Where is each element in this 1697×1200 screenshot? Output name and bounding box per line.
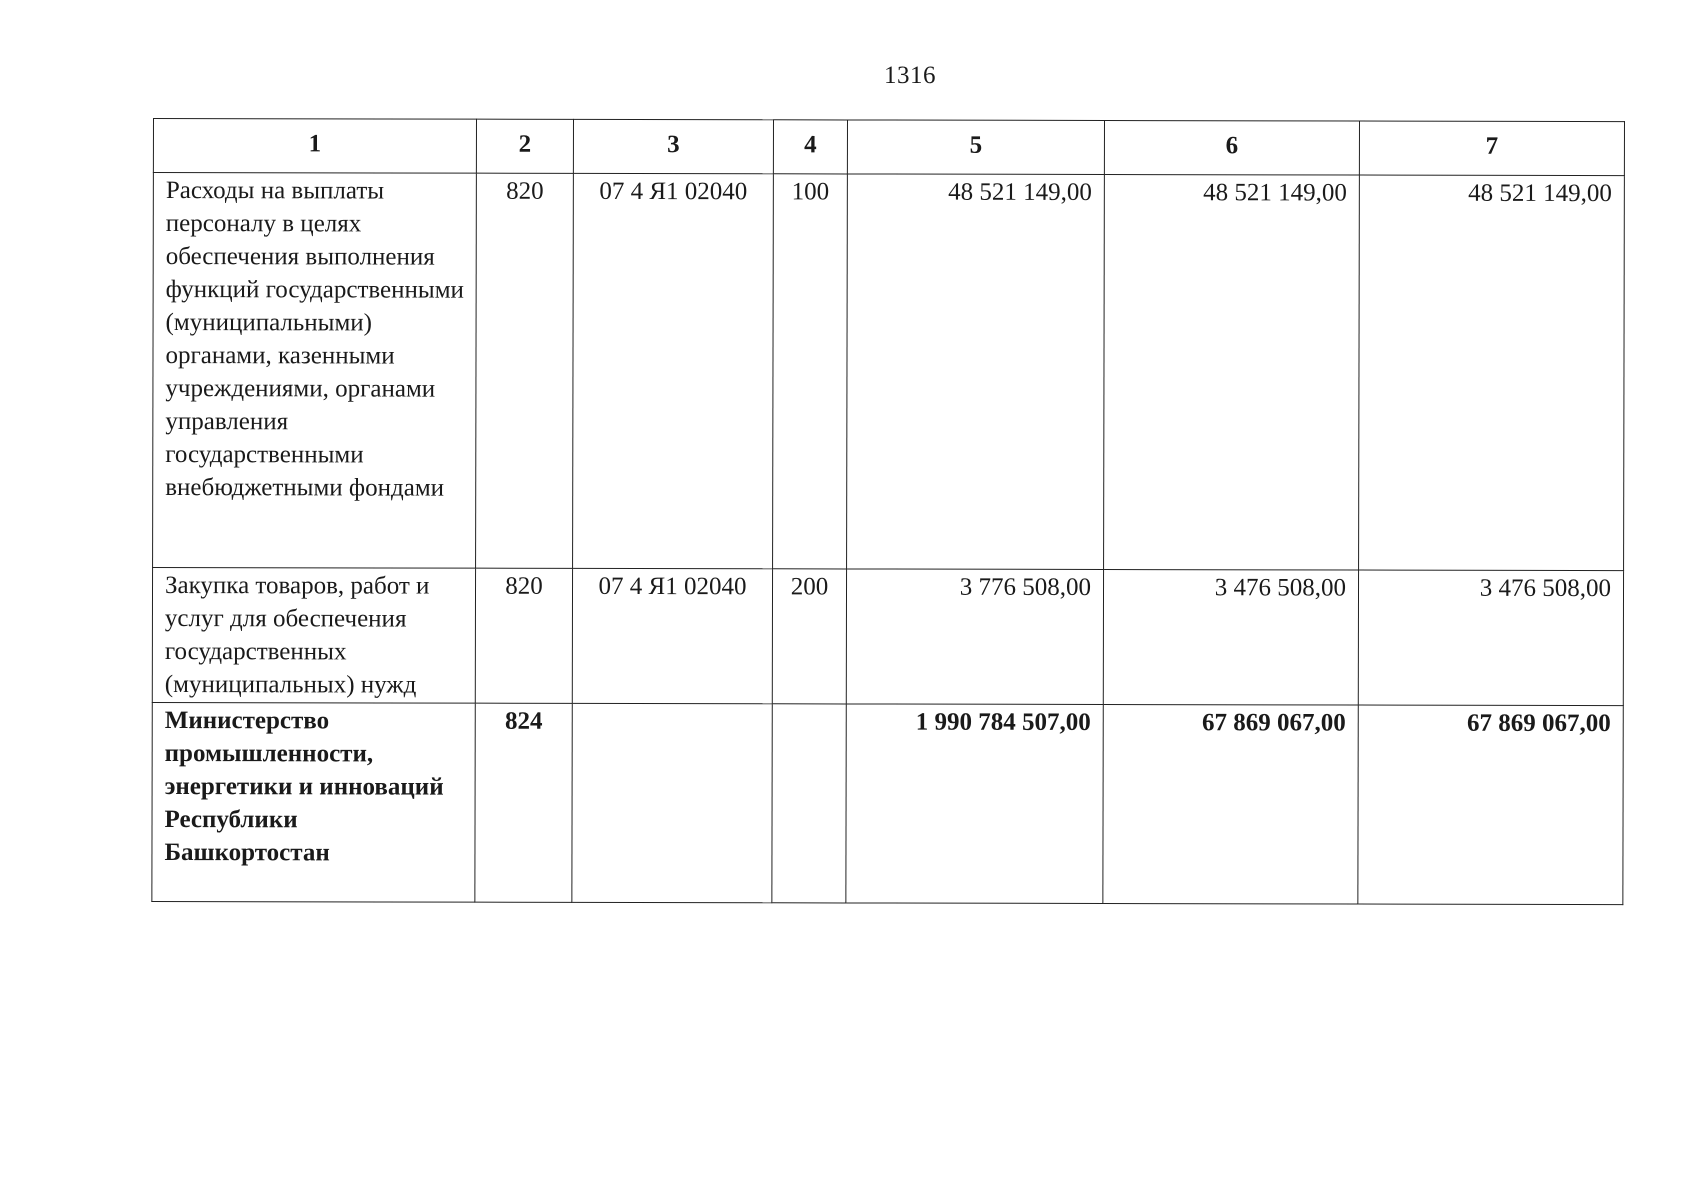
row-classifier-cell: 07 4 Я1 02040 (573, 173, 774, 568)
row-amount-7-cell: 3 476 508,00 (1358, 570, 1623, 706)
header-col-3: 3 (573, 119, 773, 173)
row-amount-5-cell: 3 776 508,00 (846, 569, 1103, 705)
row-classifier-cell (572, 703, 772, 902)
header-col-7: 7 (1359, 121, 1624, 176)
row-amount-5-cell: 48 521 149,00 (847, 174, 1105, 570)
header-col-1: 1 (153, 119, 476, 174)
row-amount-6-cell: 3 476 508,00 (1103, 569, 1358, 705)
row-amount-7-cell: 48 521 149,00 (1359, 175, 1625, 571)
row-name-cell: Расходы на выплаты персоналу в целях обеспечения выполнения функций государственными (муниципальными) органами, казенными учреждениями, органами управления государственными внебюджетными фондами (153, 173, 477, 569)
row-amount-6-cell: 48 521 149,00 (1104, 174, 1360, 570)
row-code-cell: 820 (475, 568, 572, 703)
row-code-cell: 820 (476, 173, 574, 568)
row-code-cell: 824 (475, 703, 572, 902)
budget-table-container (151, 118, 1624, 905)
row-name-cell: Закупка товаров, работ и услуг для обеспечения государственных (муниципальных) нужд (152, 568, 475, 704)
row-type-cell: 100 (773, 174, 848, 569)
header-row (153, 119, 1624, 176)
row-classifier-cell: 07 4 Я1 02040 (572, 568, 772, 703)
table-row (152, 702, 1623, 904)
table-row (152, 568, 1623, 706)
page-number: 1316 (884, 62, 936, 89)
header-col-5: 5 (847, 120, 1104, 175)
header-col-6: 6 (1104, 120, 1359, 175)
header-col-2: 2 (476, 119, 573, 173)
table-row (153, 173, 1625, 571)
budget-table (151, 118, 1625, 905)
row-amount-7-cell: 67 869 067,00 (1358, 705, 1623, 905)
header-col-4: 4 (773, 120, 847, 174)
row-name-cell: Министерство промышленности, энергетики и инноваций Республики Башкортостан (152, 702, 475, 902)
row-amount-5-cell: 1 990 784 507,00 (846, 704, 1103, 904)
row-amount-6-cell: 67 869 067,00 (1103, 704, 1358, 904)
row-type-cell: 200 (772, 569, 846, 704)
row-type-cell (772, 704, 846, 903)
